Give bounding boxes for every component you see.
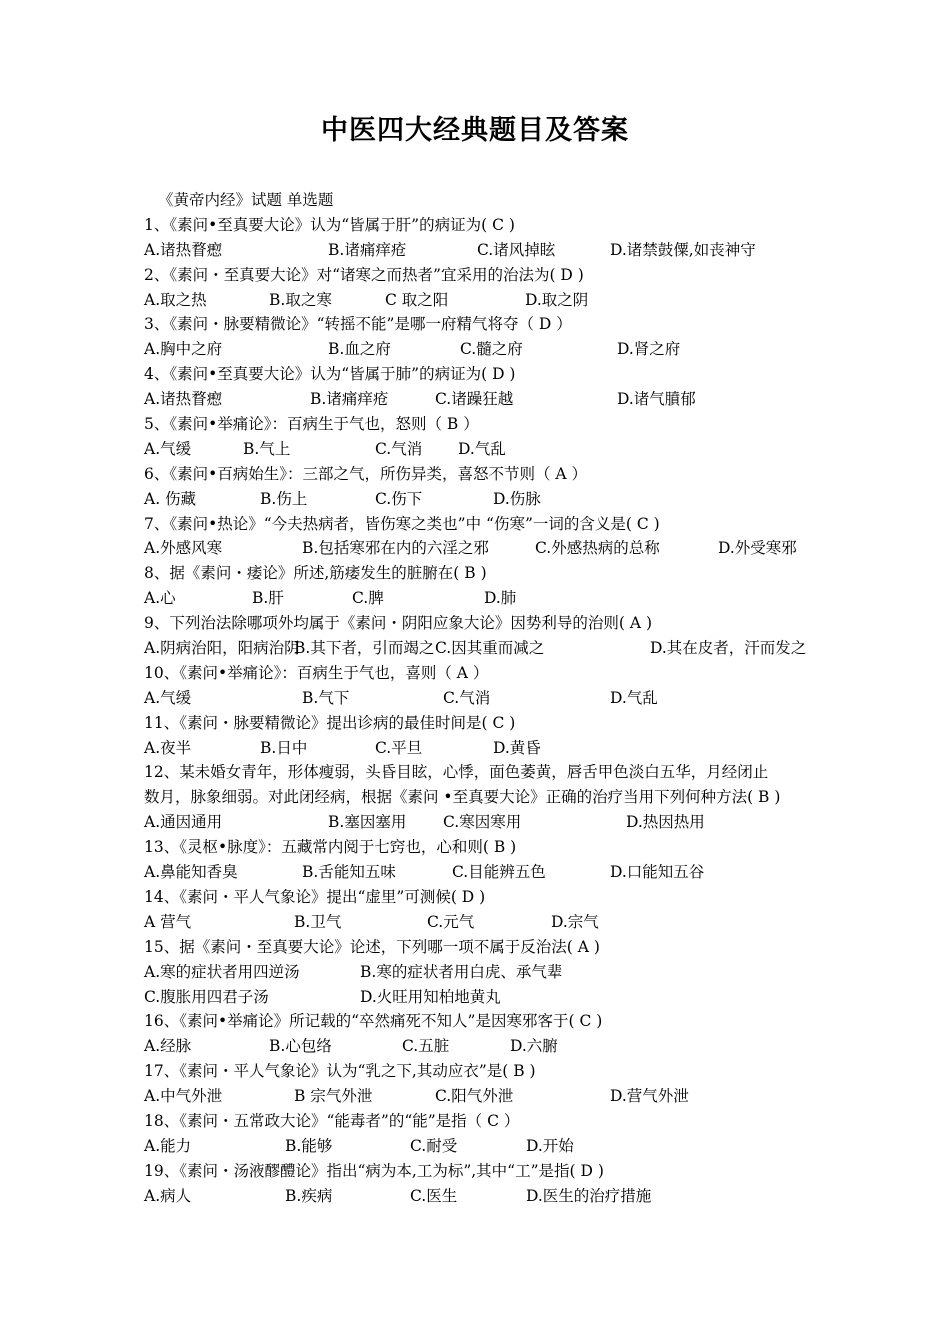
question-text: 12、某未婚女青年，形体瘦弱，头昏目眩，心悸，面色萎黄，唇舌甲色淡白五华，月经闭止 [144,763,769,782]
answer-option: C.外感热病的总称 [535,539,660,558]
answer-options [144,860,814,885]
answer-option: C.平旦 [375,738,423,757]
answer-option: A.经脉 [144,1037,192,1056]
answer-option: B.取之寒 [269,290,332,309]
question-text: 1、《素问•至真要大论》认为“皆属于肝”的病证为( C ) [144,215,515,234]
answer-options [144,238,814,263]
answer-option: C.医生 [410,1186,458,1205]
answer-option: C.诸风掉眩 [477,240,556,259]
question-text: 6、《素问•百病始生》：三部之气，所伤异类，喜怒不节则（ A ） [144,464,588,483]
answer-options [144,586,814,611]
answer-option: C.髓之府 [460,340,523,359]
answer-option: B.血之府 [328,340,391,359]
answer-option: A.寒的症状者用四逆汤 [144,962,300,981]
answer-option: C.五脏 [402,1037,450,1056]
question-text: 2、《素问・至真要大论》对“诸寒之而热者”宜采用的治法为( D ) [144,265,584,284]
answer-option: C.寒因寒用 [443,813,522,832]
answer-option: A.外感风寒 [144,539,223,558]
answer-option: A.通因通用 [144,813,223,832]
answer-option: D.肺 [484,589,517,608]
answer-option: A.阴病治阳，阳病治阴 [144,639,300,658]
answer-option: A 营气 [144,912,192,931]
answer-option: D.肾之府 [617,340,681,359]
answer-option: D.气乱 [458,439,506,458]
answer-option: B 宗气外泄 [294,1087,373,1106]
answer-option: A.中气外泄 [144,1087,223,1106]
answer-options [144,1134,814,1159]
answer-options [144,487,814,512]
answer-option: D.气乱 [610,688,658,707]
answer-options [144,810,814,835]
answer-option: B.舌能知五味 [302,863,396,882]
answer-option: A.病人 [144,1186,192,1205]
answer-option: B.诸痛痒疮 [328,240,407,259]
answer-option: B.能够 [285,1136,333,1155]
answer-option: C.气消 [375,439,423,458]
question-text: 14、《素问・平人气象论》提出“虚里”可测候( D ) [144,887,486,906]
answer-option: D.火旺用知柏地黄丸 [360,987,501,1006]
answer-option: C.阳气外泄 [435,1087,514,1106]
answer-options [144,536,814,561]
answer-option: B.其下者，引而竭之 [294,639,435,658]
document-title: 中医四大经典题目及答案 [321,115,629,146]
answer-option: C.因其重而减之 [435,639,545,658]
answer-option: B.心包络 [269,1037,332,1056]
answer-option: B.卫气 [294,912,342,931]
question-text: 4、《素问•至真要大论》认为“皆属于肺”的病证为( D ) [144,365,516,384]
answer-option: D.宗气 [551,912,599,931]
answer-options [144,686,814,711]
answer-option: B.肝 [252,589,284,608]
question-text: 5、《素问•举痛论》：百病生于气也，怒则（ B ） [144,415,479,434]
answer-option: D.伤脉 [493,489,541,508]
answer-option: D.口能知五谷 [610,863,705,882]
answer-option: C.耐受 [410,1136,458,1155]
question-text: 3、《素问・脉要精微论》“转摇不能”是哪一府精气将夺（ D ） [144,315,572,334]
question-text: 16、《素问•举痛论》所记载的“卒然痛死不知人”是因寒邪客于( C ) [144,1012,603,1031]
answer-options [144,736,814,761]
answer-option: B.气上 [243,439,291,458]
answer-options [144,985,814,1010]
answer-option: C.脾 [352,589,384,608]
answer-option: C.伤下 [375,489,423,508]
answer-option: C.气消 [443,688,491,707]
answer-option: B.包括寒邪在内的六淫之邪 [302,539,489,558]
question-text: 10、《素问•举痛论》：百病生于气也，喜则（ A ） [144,663,489,682]
answer-option: B.日中 [260,738,308,757]
answer-options [144,1034,814,1059]
question-text: 18、《素问・五常政大论》“能毒者”的“能”是指（ C ） [144,1111,520,1130]
answer-option: A.心 [144,589,176,608]
answer-options [144,437,814,462]
answer-option: C.腹胀用四君子汤 [144,987,269,1006]
answer-option: C.诸躁狂越 [435,390,514,409]
answer-option: D.诸气膹郁 [617,390,696,409]
question-text: 19、《素问・汤液醪醴论》指出“病为本,工为标”,其中“工”是指( D ) [144,1161,604,1180]
answer-option: D.营气外泄 [610,1087,689,1106]
answer-option: A.鼻能知香臭 [144,863,238,882]
answer-option: D.开始 [526,1136,574,1155]
answer-option: A.夜半 [144,738,192,757]
answer-option: C 取之阳 [385,290,449,309]
answer-option: A.胸中之府 [144,340,223,359]
answer-option: A.能力 [144,1136,192,1155]
answer-option: D.外受寒邪 [718,539,797,558]
question-text: 11、《素问・脉要精微论》提出诊病的最佳时间是( C ) [144,713,516,732]
answer-option: B.疾病 [285,1186,333,1205]
answer-option: D.六腑 [510,1037,558,1056]
answer-options [144,288,814,313]
answer-options [144,636,814,661]
question-text: 17、《素问・平人气象论》认为“乳之下,其动应衣”是( B ) [144,1062,536,1081]
answer-option: B.伤上 [260,489,308,508]
answer-option: D.诸禁鼓僳,如丧神守 [610,240,756,259]
question-list [144,188,814,1209]
question-text: 9、下列治法除哪项外均属于《素问・阴阳应象大论》因势利导的治则( A ) [144,614,653,633]
answer-option: D.黄昏 [493,738,541,757]
answer-option: A.诸热瞀瘛 [144,390,223,409]
answer-option: A.气缓 [144,688,192,707]
question-text: 数月，脉象细弱。对此闭经病，根据《素问 •至真要大论》正确的治疗当用下列何种方法( B ) [144,788,781,807]
answer-options [144,1184,814,1209]
question-text: 15、据《素问・至真要大论》论述，下列哪一项不属于反治法( A ) [144,937,600,956]
question-text: 7、《素问•热论》“今夫热病者，皆伤寒之类也”中 “伤寒”一词的含义是( C ) [144,514,660,533]
answer-option: C.目能辨五色 [452,863,546,882]
answer-option: B.寒的症状者用白虎、承气辈 [360,962,563,981]
question-text: 13、《灵枢•脉度》：五藏常内阅于七窍也，心和则( B ) [144,838,517,857]
question-text: 8、据《素问・痿论》所述,筋痿发生的脏腑在( B ) [144,564,487,583]
section-heading: 《黄帝内经》试题 单选题 [158,191,334,209]
answer-option: A.气缓 [144,439,192,458]
answer-options [144,1084,814,1109]
answer-option: A.取之热 [144,290,207,309]
answer-options [144,960,814,985]
answer-option: B.气下 [302,688,350,707]
answer-option: D.其在皮者，汗而发之 [650,639,807,658]
answer-options [144,387,814,412]
answer-option: B.诸痛痒疮 [310,390,389,409]
answer-option: D.医生的治疗措施 [526,1186,652,1205]
answer-options [144,337,814,362]
answer-option: A.诸热瞀瘛 [144,240,223,259]
answer-option: D.取之阴 [525,290,589,309]
answer-options [144,910,814,935]
answer-option: A. 伤藏 [144,489,197,508]
answer-option: B.塞因塞用 [328,813,407,832]
answer-option: D.热因热用 [626,813,705,832]
answer-option: C.元气 [427,912,475,931]
